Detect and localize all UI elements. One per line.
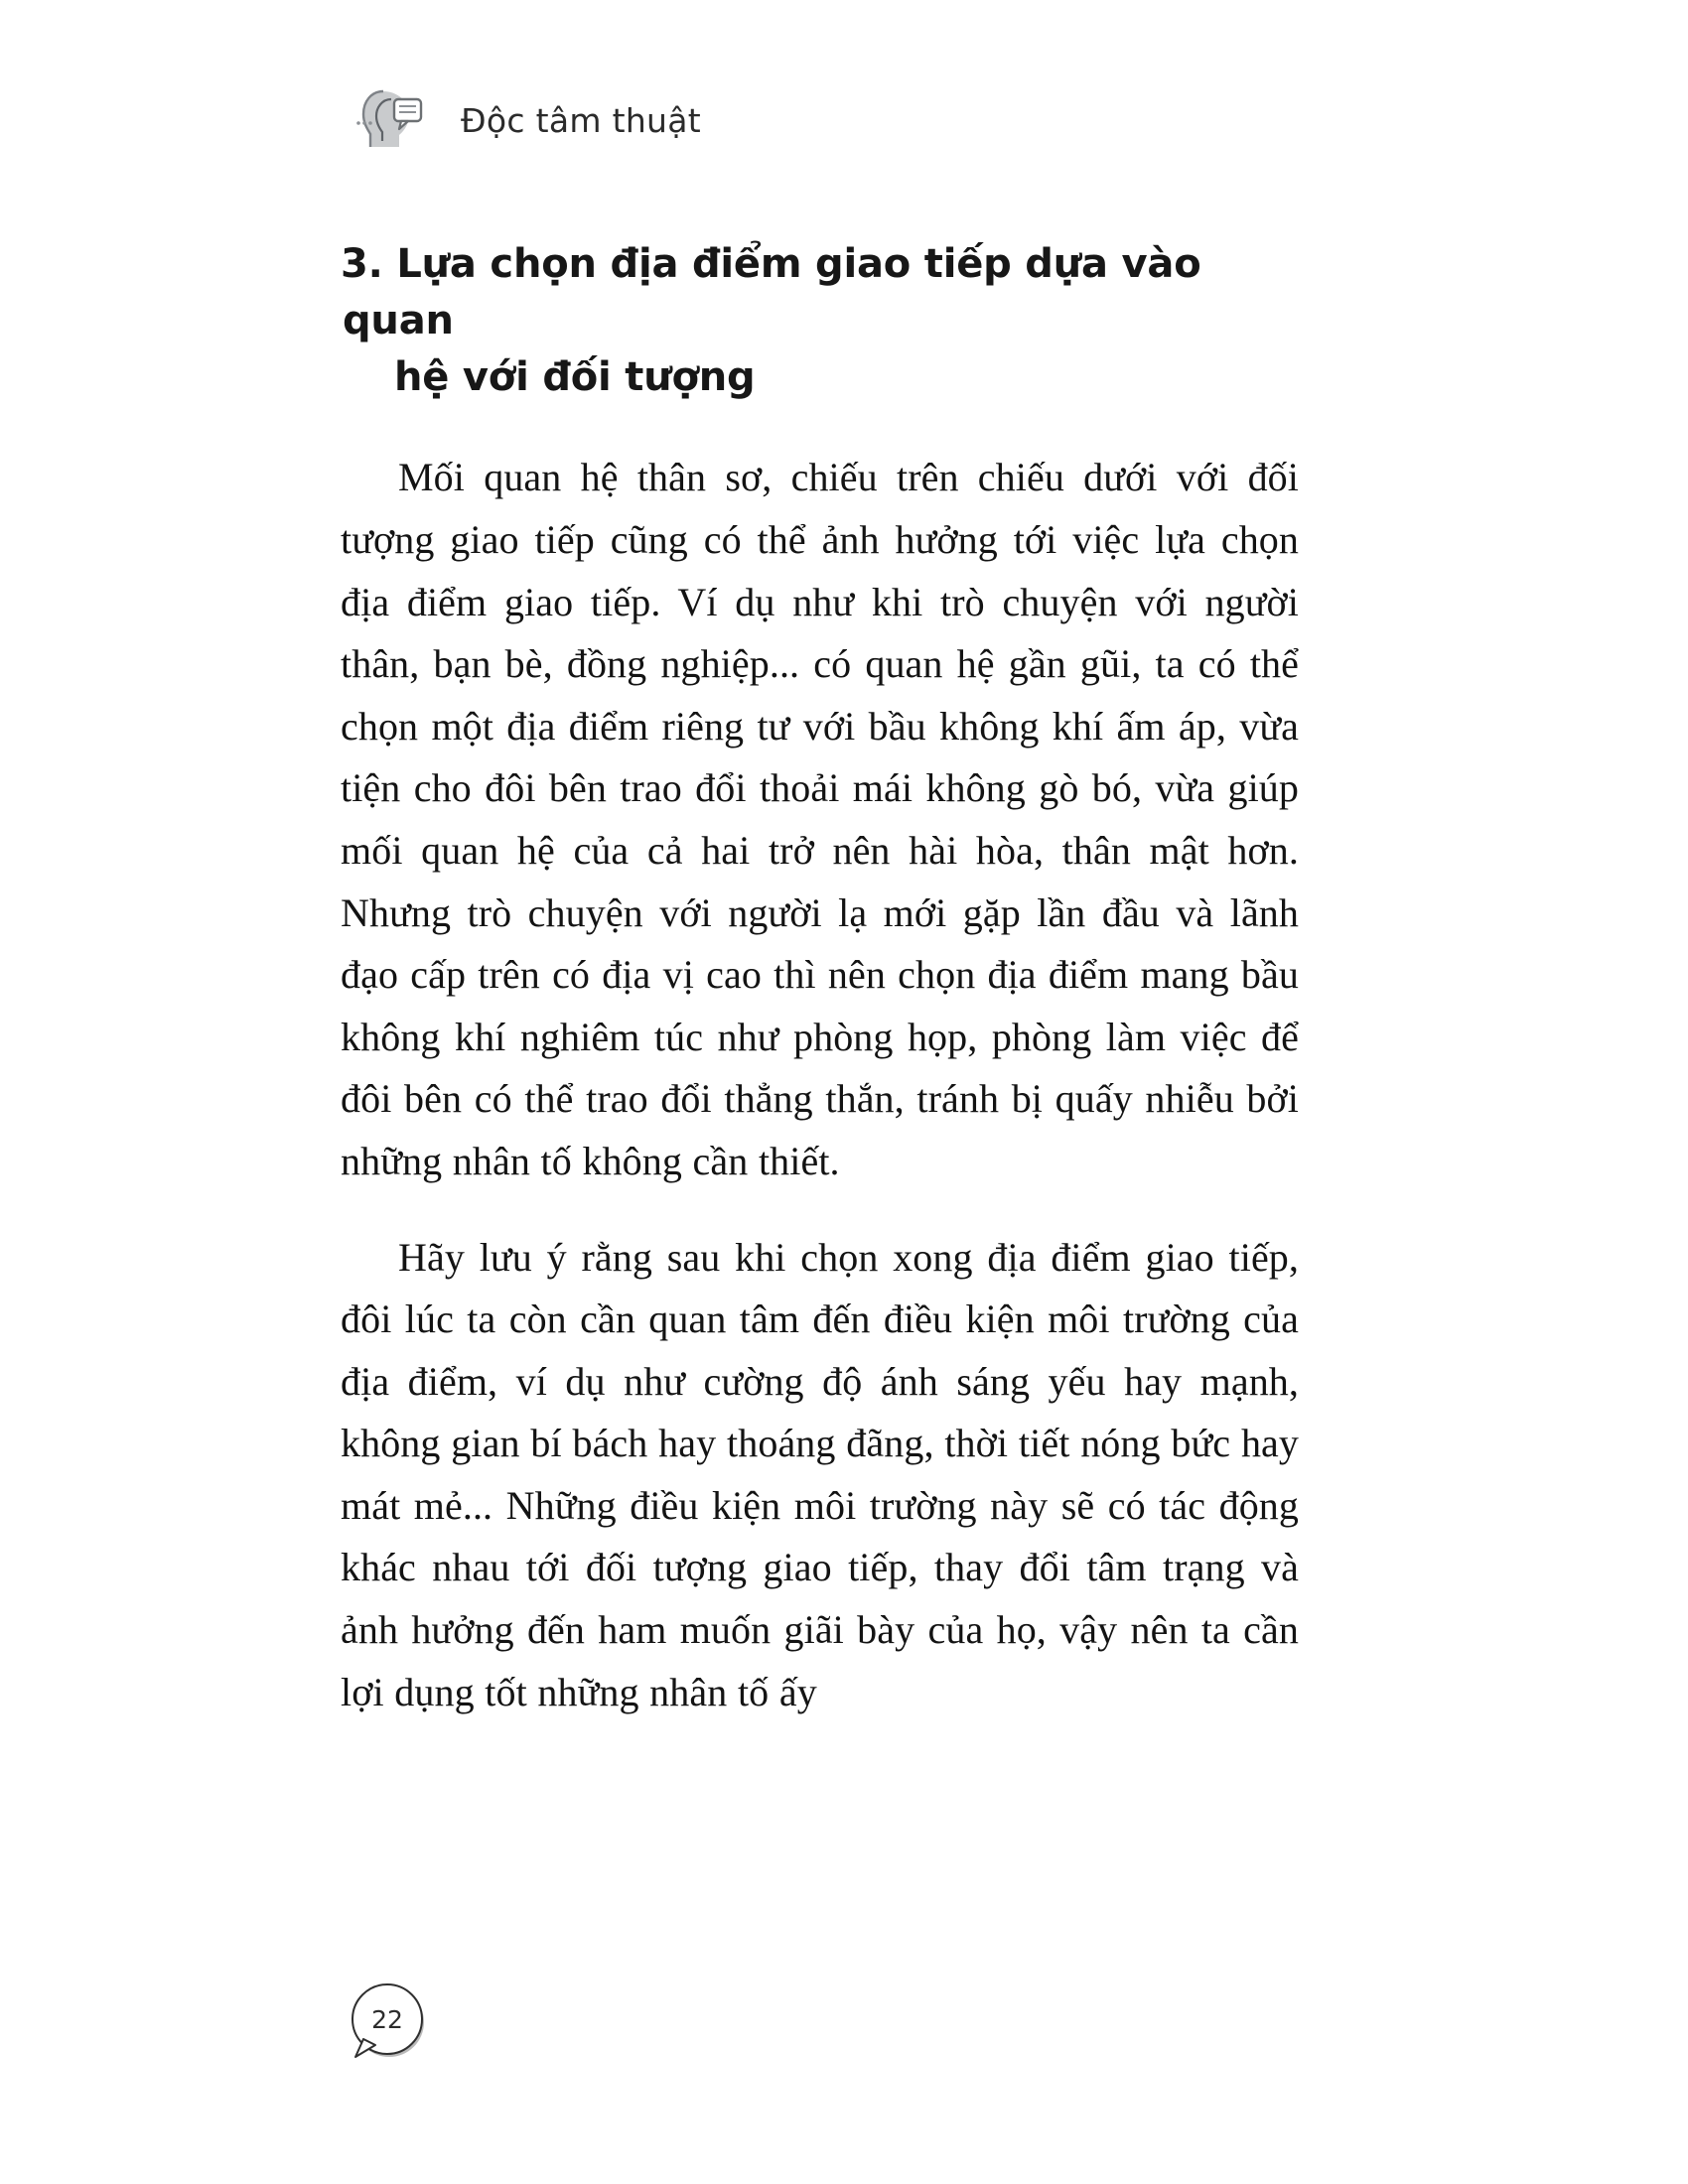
body-paragraph	[341, 1227, 1299, 1724]
section-heading-line-1: 3. Lựa chọn địa điểm giao tiếp dựa vào quan	[341, 241, 1201, 343]
section-heading-line-2: hệ với đối tượng	[394, 353, 756, 400]
section-heading	[341, 236, 1299, 405]
page-number: 22	[371, 2004, 403, 2034]
paragraph-text: Hãy lưu ý rằng sau khi chọn xong địa điểm giao tiếp, đôi lúc ta còn cần quan tâm đến điều kiện môi trường của địa điểm, ví dụ như cường độ ánh sáng yếu hay mạnh, không gian bí bách hay thoáng đãng, thời tiết nóng bức hay mát mẻ... Những điều kiện môi trường này sẽ có tác động khác nhau tới đối tượng giao tiếp, thay đổi tâm trạng và ảnh hưởng đến ham muốn giãi bày của họ, vậy nên ta cần lợi dụng tốt những nhân tố ấy	[341, 1234, 1299, 1714]
running-header	[350, 77, 701, 163]
header-book-title: Độc tâm thuật	[461, 100, 702, 140]
head-speech-bubble-icon	[350, 77, 435, 163]
body-paragraph	[341, 447, 1299, 1192]
paragraph-text: Mối quan hệ thân sơ, chiếu trên chiếu dưới với đối tượng giao tiếp cũng có thể ảnh hưởng tới việc lựa chọn địa điểm giao tiếp. Ví dụ như khi trò chuyện với người thân, bạn bè, đồng nghiệp... có quan hệ gần gũi, ta có thể chọn một địa điểm riêng tư với bầu không khí ấm áp, vừa tiện cho đôi bên trao đổi thoải mái không gò bó, vừa giúp mối quan hệ của cả hai trở nên hài hòa, thân mật hơn. Nhưng trò chuyện với người lạ mới gặp lần đầu và lãnh đạo cấp trên có địa vị cao thì nên chọn địa điểm mang bầu không khí nghiêm túc như phòng họp, phòng làm việc để đôi bên có thể trao đổi thẳng thắn, tránh bị quấy nhiễu bởi những nhân tố không cần thiết.	[341, 455, 1299, 1183]
page-number-badge	[350, 1981, 433, 2065]
page-content	[341, 236, 1299, 1723]
